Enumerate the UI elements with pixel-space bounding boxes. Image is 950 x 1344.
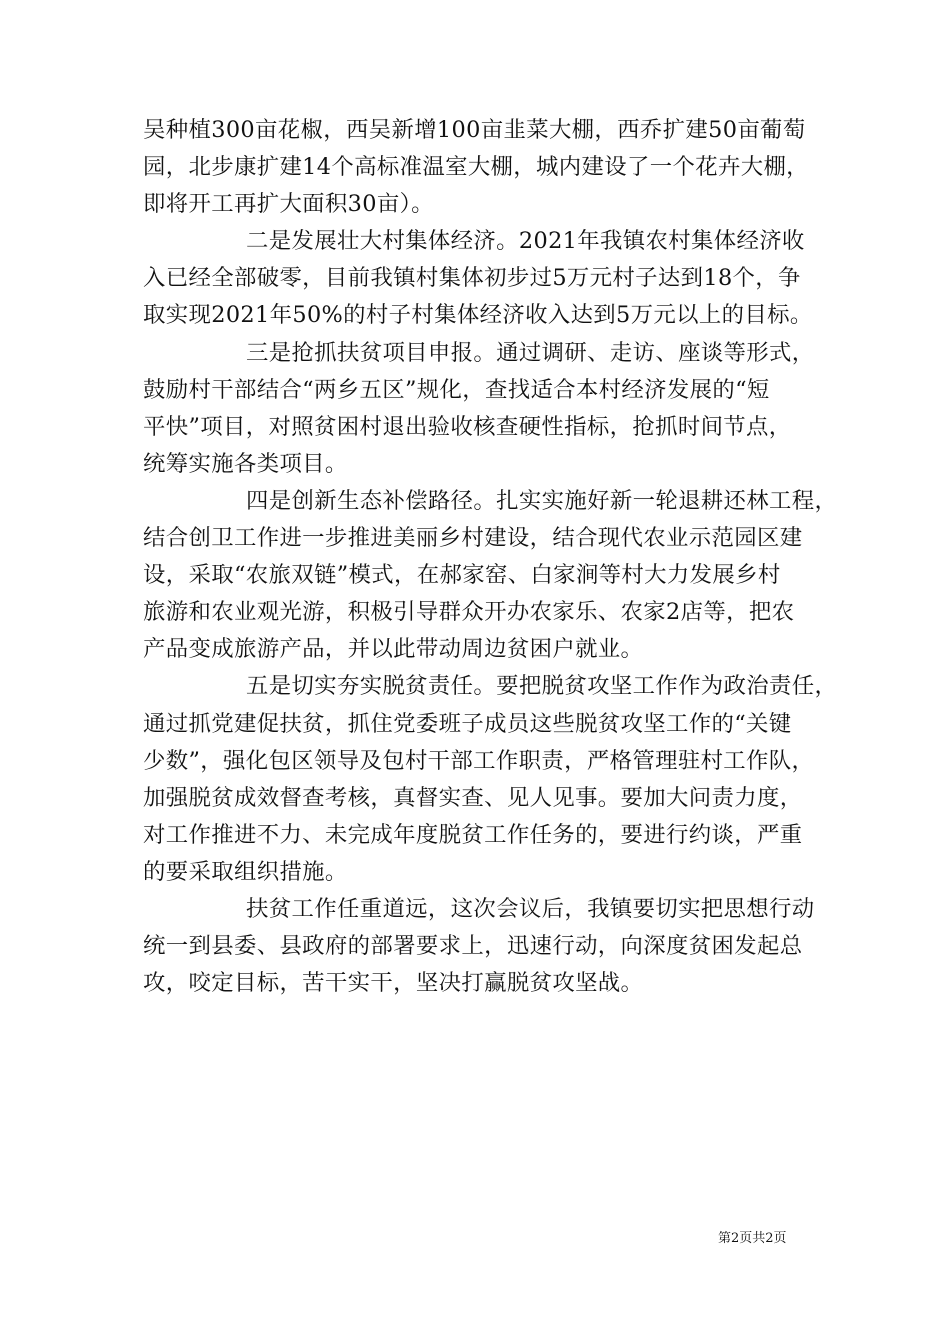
text-line: 统筹实施各类项目。 [143,450,348,477]
text-line: 即将开工再扩大面积30亩）。 [143,191,434,218]
page-number: 第2页共2页 [718,1231,787,1246]
text-line: 统一到县委、县政府的部署要求上，迅速行动，向深度贫困发起总 [143,933,803,960]
text-line: 旅游和农业观光游，积极引导群众开办农家乐、农家2店等，把农 [143,599,795,626]
paragraph-conclusion [143,891,833,1002]
text-line: 通过抓党建促扶贫，抓住党委班子成员这些脱贫攻坚工作的“关键 [143,710,792,737]
text-line: 四是创新生态补偿路径。扎实实施好新一轮退耕还林工程， [246,487,838,514]
text-line: 五是切实夯实脱贫责任。要把脱贫攻坚工作作为政治责任， [246,673,838,700]
text-line: 平快”项目，对照贫困村退出验收核查硬性指标，抢抓时间节点， [143,413,792,440]
text-line: 对工作推进不力、未完成年度脱贫工作任务的，要进行约谈，严重 [143,821,803,848]
text-line: 攻，咬定目标，苦干实干，坚决打赢脱贫攻坚战。 [143,970,644,997]
text-line: 设，采取“农旅双链”模式，在郝家窑、白家涧等村大力发展乡村 [143,562,781,589]
document-body [143,112,838,1002]
paragraph-ecological-compensation [143,483,838,668]
text-line: 园，北步康扩建14个高标准温室大棚，城内建设了一个花卉大棚， [143,154,809,181]
text-line: 三是抢抓扶贫项目申报。通过调研、走访、座谈等形式， [246,339,815,366]
text-line: 结合创卫工作进一步推进美丽乡村建设，结合现代农业示范园区建 [143,525,803,552]
paragraph-project-application [143,335,833,483]
text-line: 取实现2021年50%的村子村集体经济收入达到5万元以上的目标。 [143,302,813,329]
text-line: 吴种植300亩花椒，西吴新增100亩韭菜大棚，西乔扩建50亩葡萄 [143,117,806,143]
text-line: 的要采取组织措施。 [143,858,348,885]
text-line: 加强脱贫成效督查考核，真督实查、见人见事。要加大问责力度， [143,784,803,811]
text-line: 鼓励村干部结合“两乡五区”规化，查找适合本村经济发展的“短 [143,376,770,403]
paragraph-collective-economy [143,223,833,334]
text-line: 扶贫工作任重道远，这次会议后，我镇要切实把思想行动 [246,895,815,922]
text-line: 二是发展壮大村集体经济。2021年我镇农村集体经济收 [246,228,805,255]
text-line: 产品变成旅游产品，并以此带动周边贫困户就业。 [143,636,644,663]
text-line: 少数”，强化包区领导及包村干部工作职责，严格管理驻村工作队， [143,747,815,774]
text-line: 入已经全部破零，目前我镇村集体初步过5万元村子达到18个，争 [143,265,801,292]
paragraph-continued [143,112,833,223]
paragraph-responsibility [143,668,838,891]
